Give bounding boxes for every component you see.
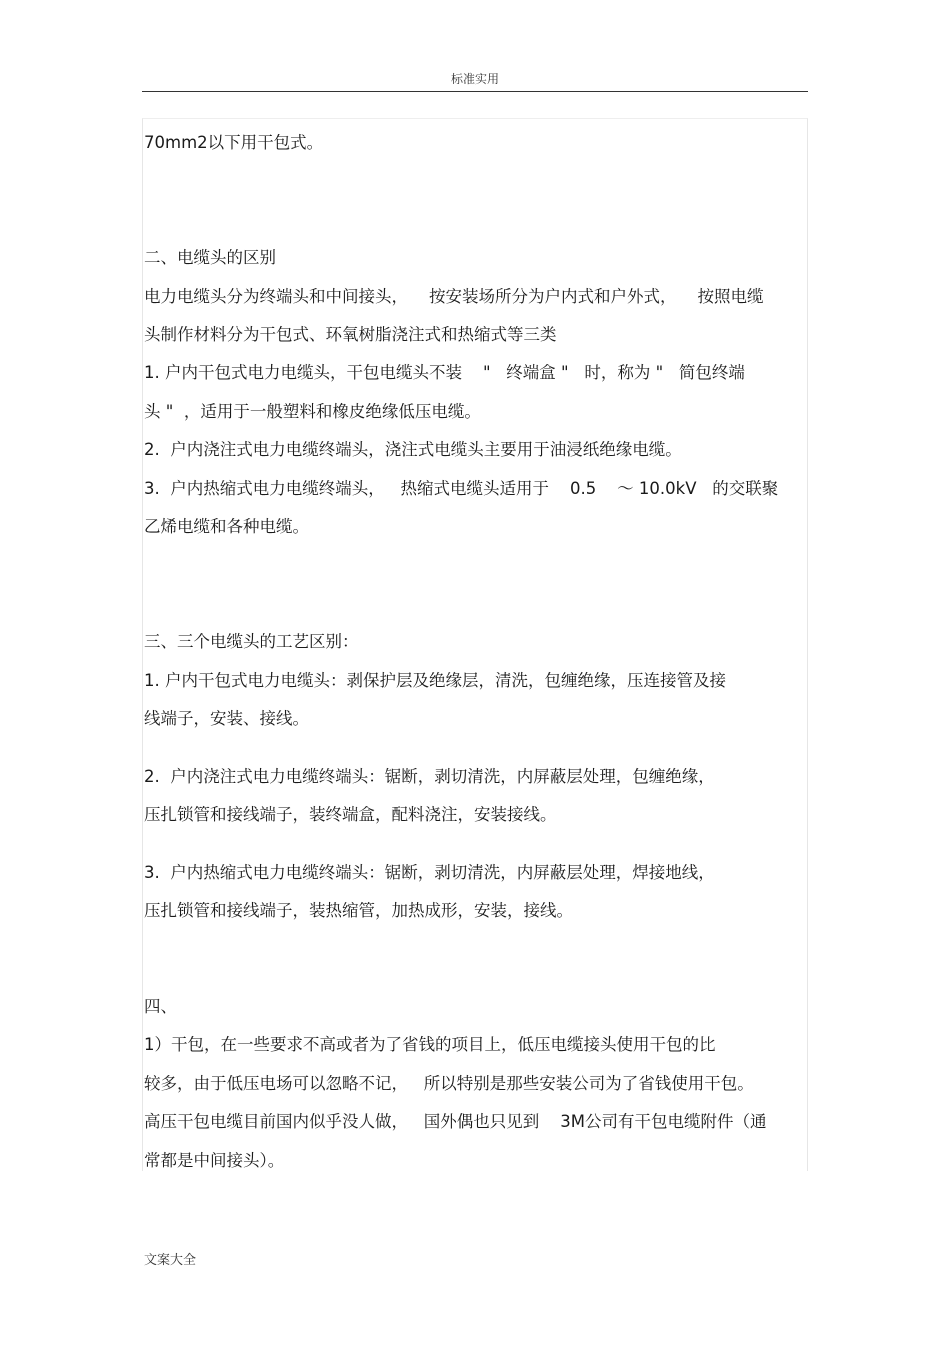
list-item: 1. 户内干包式电力电缆头，干包电缆头不装 " 终端盒 " 时，称为 " 简包终端: [144, 363, 745, 382]
paragraph-line: 高压干包电缆目前国内似乎没人做， 国外偶也只见到 3M公司有干包电缆附件（通: [144, 1112, 767, 1131]
paragraph-line: 70mm2以下用干包式。: [144, 133, 324, 152]
list-item: 3. 户内热缩式电力电缆终端头， 热缩式电缆头适用于 0.5 ～ 10.0kV 的交联聚: [144, 479, 779, 498]
list-item-continuation: 乙烯电缆和各种电缆。: [144, 517, 309, 536]
list-item-continuation: 压扎锁管和接线端子，装热缩管，加热成形，安装，接线。: [144, 901, 573, 920]
list-item: 2. 户内浇注式电力电缆终端头，浇注式电缆头主要用于油浸纸绝缘电缆。: [144, 440, 682, 459]
section-heading: 二、电缆头的区别: [144, 248, 276, 267]
paragraph-line: 头制作材料分为干包式、环氧树脂浇注式和热缩式等三类: [144, 325, 557, 344]
section-heading: 三、三个电缆头的工艺区别：: [144, 632, 359, 651]
page-header: 标准实用: [450, 72, 499, 86]
list-item: 3. 户内热缩式电力电缆终端头：锯断，剥切清洗，内屏蔽层处理，焊接地线，: [144, 863, 715, 882]
page-footer: 文案大全: [144, 1253, 197, 1268]
paragraph-line: 1）干包，在一些要求不高或者为了省钱的项目上，低压电缆接头使用干包的比: [144, 1035, 716, 1054]
paragraph-line: 较多，由于低压电场可以忽略不记， 所以特别是那些安装公司为了省钱使用干包。: [144, 1074, 754, 1093]
paragraph-line: 电力电缆头分为终端头和中间接头， 按安装场所分为户内式和户外式， 按照电缆: [144, 287, 764, 306]
list-item-continuation: 头 " ，适用于一般塑料和橡皮绝缘低压电缆。: [144, 402, 481, 421]
section-heading: 四、: [144, 997, 177, 1016]
paragraph-line: 常都是中间接头）。: [144, 1151, 285, 1170]
list-item: 1. 户内干包式电力电缆头：剥保护层及绝缘层，清洗，包缠绝缘，压连接管及接: [144, 671, 726, 690]
header-divider: [142, 91, 808, 92]
list-item: 2. 户内浇注式电力电缆终端头：锯断，剥切清洗，内屏蔽层处理，包缠绝缘，: [144, 767, 715, 786]
list-item-continuation: 压扎锁管和接线端子，装终端盒，配料浇注，安装接线。: [144, 805, 557, 824]
list-item-continuation: 线端子，安装、接线。: [144, 709, 309, 728]
